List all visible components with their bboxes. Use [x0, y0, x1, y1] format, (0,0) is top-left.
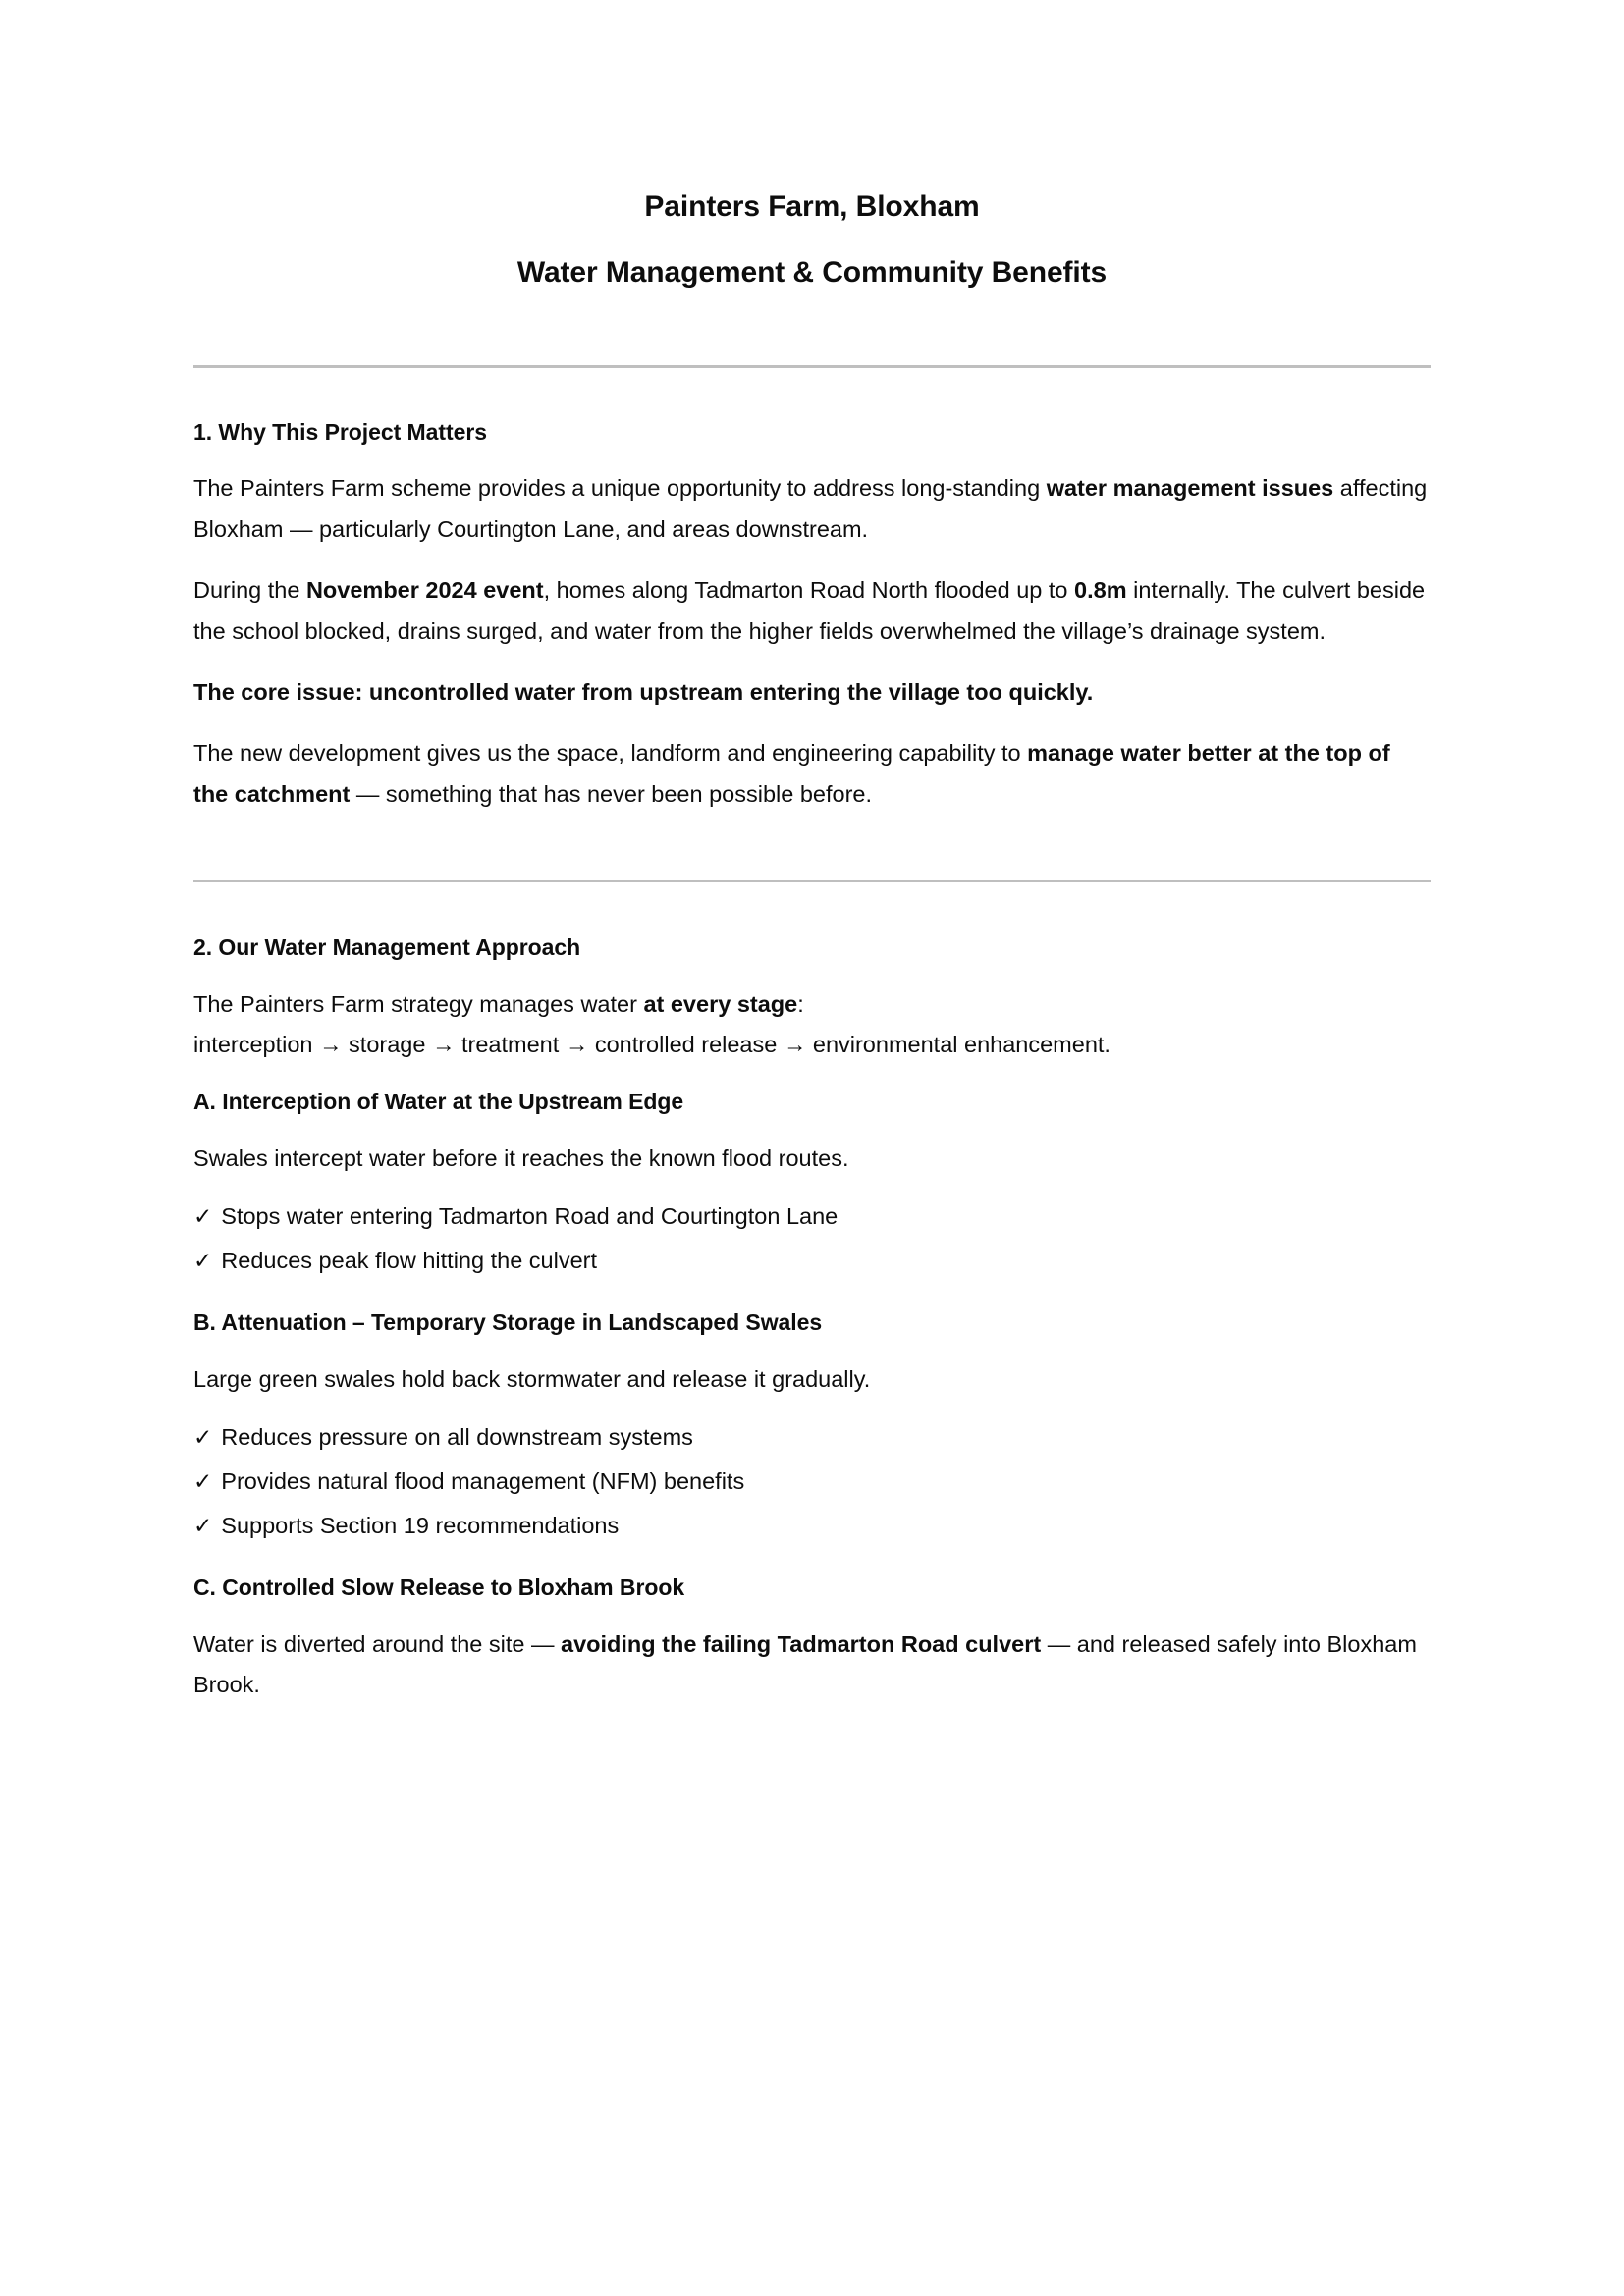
- subsection-b-paragraph: Large green swales hold back stormwater and release it gradually.: [193, 1365, 871, 1392]
- section-2-heading: 2. Our Water Management Approach: [193, 934, 581, 960]
- subsection-b-benefit-list: [193, 1420, 1431, 1544]
- subsection-c-paragraph: [193, 1625, 1431, 1706]
- para-2-text-c: , homes along Tadmarton Road North flooded up to: [543, 577, 1075, 604]
- subsection-c-heading: C. Controlled Slow Release to Bloxham Brook: [193, 1575, 685, 1601]
- section-1-paragraph-1: [193, 468, 1431, 550]
- list-item-label: Reduces peak flow hitting the culvert: [221, 1248, 598, 1274]
- check-mark-icon: ✓: [193, 1513, 213, 1539]
- list-item: [193, 1244, 1431, 1279]
- section-2-intro: [193, 985, 1431, 1066]
- subsection-c-text-a: Water is diverted around the site —: [193, 1630, 561, 1657]
- document-title-line-1: Painters Farm, Bloxham: [644, 190, 980, 223]
- water-stage-flow: interception → storage → treatment → controlled release → environmental enhancement.: [193, 1031, 1110, 1057]
- list-item-label: Provides natural flood management (NFM) benefits: [221, 1468, 745, 1495]
- divider-top: [193, 365, 1431, 368]
- divider-middle: [193, 880, 1431, 882]
- list-item-label: Supports Section 19 recommendations: [221, 1513, 620, 1539]
- subsection-a-paragraph: Swales intercept water before it reaches the known flood routes.: [193, 1145, 849, 1171]
- intro-text-a: The Painters Farm strategy manages water: [193, 990, 644, 1017]
- para-2-bold-d: 0.8m: [1074, 577, 1127, 604]
- para-3-text-a: The new development gives us the space, landform and engineering capability to: [193, 740, 1028, 767]
- intro-text-c: :: [797, 990, 804, 1017]
- section-1-heading: 1. Why This Project Matters: [193, 418, 487, 445]
- check-mark-icon: ✓: [193, 1203, 213, 1230]
- list-item-label: Reduces pressure on all downstream systems: [221, 1424, 693, 1451]
- intro-bold-b: at every stage: [643, 990, 798, 1017]
- core-issue-statement: The core issue: uncontrolled water from upstream entering the village too quickly.: [193, 678, 1094, 705]
- check-mark-icon: ✓: [193, 1424, 213, 1451]
- para-2-text-a: During the: [193, 577, 306, 604]
- check-mark-icon: ✓: [193, 1248, 213, 1274]
- subsection-c-bold-b: avoiding the failing Tadmarton Road culvert: [561, 1630, 1042, 1657]
- subsection-a-benefit-list: [193, 1200, 1431, 1279]
- para-1-text-a: The Painters Farm scheme provides a unique opportunity to address long-standing: [193, 475, 1047, 502]
- subsection-c-text-c: — and released safely into Bloxham Brook.: [193, 1630, 1417, 1698]
- document-content: [193, 187, 1431, 1727]
- list-item: [193, 1465, 1431, 1500]
- para-2-text-e: internally. The culvert beside the school blocked, drains surged, and water from the higher fields overwhelmed the village’s drainage system.: [193, 577, 1426, 644]
- subsection-a-heading: A. Interception of Water at the Upstream Edge: [193, 1089, 684, 1115]
- section-1-paragraph-2: [193, 570, 1431, 652]
- para-3-text-c: — something that has never been possible before.: [350, 780, 873, 807]
- para-1-text-c: affecting Bloxham — particularly Courtington Lane, and areas downstream.: [193, 475, 1428, 542]
- list-item: [193, 1420, 1431, 1456]
- list-item: [193, 1200, 1431, 1235]
- subsection-b-heading: B. Attenuation – Temporary Storage in Landscaped Swales: [193, 1309, 823, 1336]
- para-3-bold-b: manage water better at the top of the catchment: [193, 740, 1390, 807]
- para-1-bold-b: water management issues: [1046, 475, 1334, 502]
- section-1-paragraph-3: [193, 733, 1431, 815]
- para-2-bold-b: November 2024 event: [305, 577, 544, 604]
- document-title-line-2: Water Management & Community Benefits: [516, 256, 1108, 290]
- list-item: [193, 1509, 1431, 1544]
- list-item-label: Stops water entering Tadmarton Road and Courtington Lane: [221, 1203, 839, 1230]
- check-mark-icon: ✓: [193, 1468, 213, 1495]
